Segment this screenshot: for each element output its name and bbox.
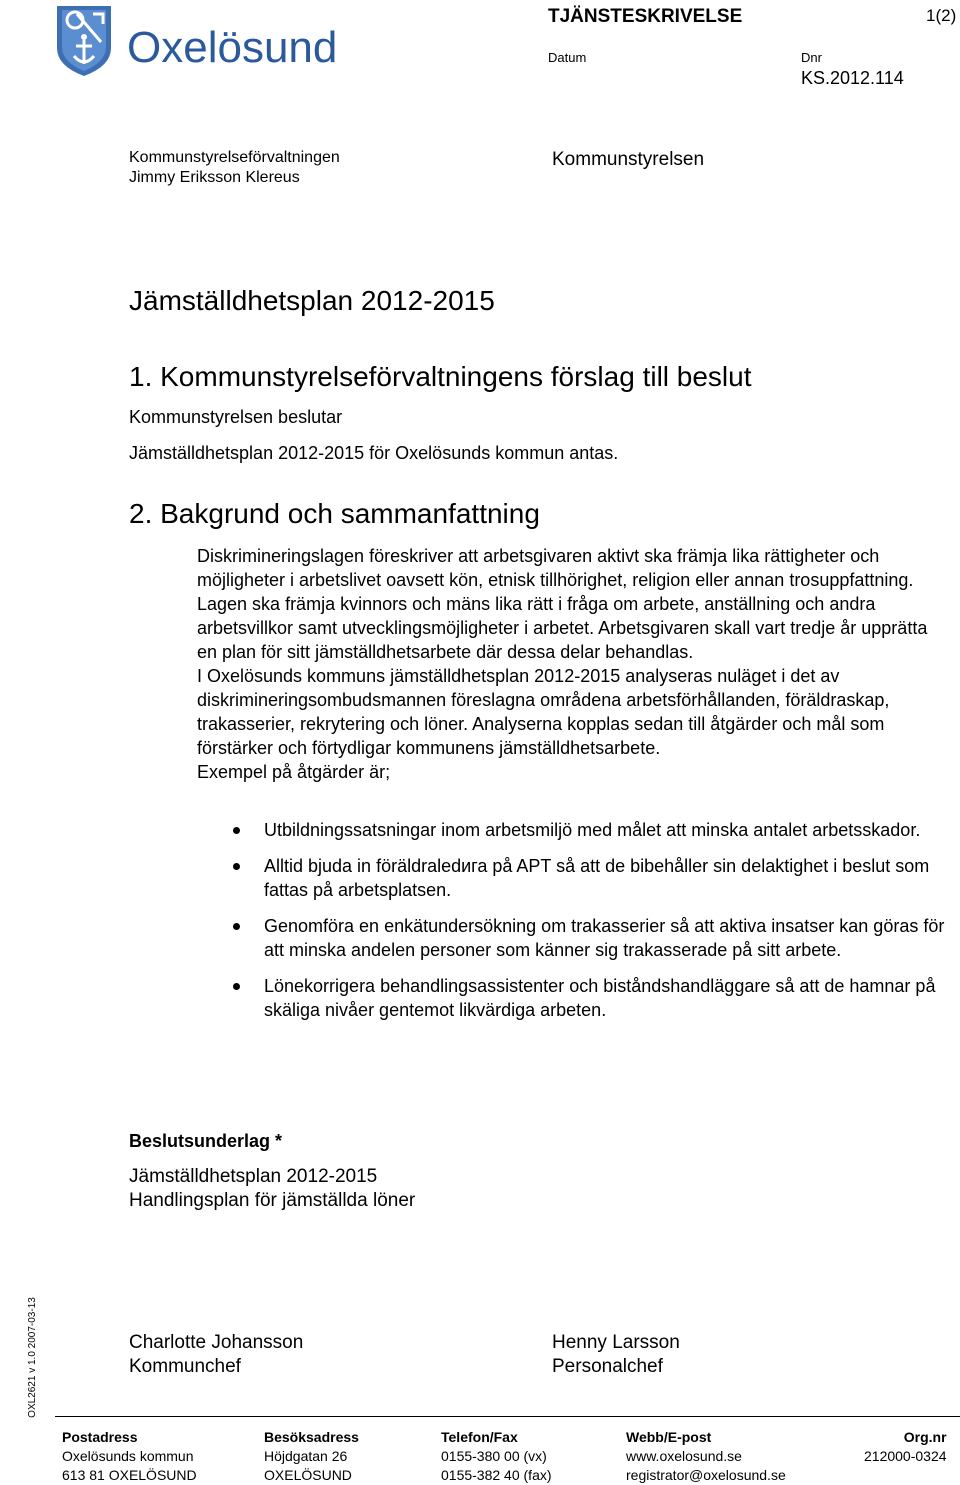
signature-name: Charlotte Johansson bbox=[129, 1332, 304, 1353]
bullet-icon bbox=[233, 923, 240, 930]
footer-webb: Webb/E-post www.oxelosund.se registrator@oxelosund.se bbox=[626, 1429, 786, 1483]
sender-org: Kommunstyrelseförvaltningen bbox=[129, 149, 340, 166]
signature-title: Kommunchef bbox=[129, 1356, 241, 1377]
sender bbox=[129, 148, 340, 188]
footer-besoksadress: Besöksadress Höjdgatan 26 OXELÖSUND bbox=[264, 1429, 359, 1483]
section1-line1: Kommunstyrelsen beslutar bbox=[129, 407, 343, 427]
dnr-label: Dnr bbox=[801, 50, 822, 65]
basis-item: Handlingsplan för jämställda löner bbox=[129, 1190, 416, 1211]
svg-text:Oxelösund: Oxelösund bbox=[127, 23, 338, 72]
section2-heading: 2. Bakgrund och sammanfattning bbox=[129, 498, 540, 529]
section2-body bbox=[197, 544, 947, 784]
section1-heading: 1. Kommunstyrelseförvaltningens förslag till beslut bbox=[129, 361, 752, 392]
examples-list bbox=[197, 818, 957, 1034]
date-label: Datum bbox=[548, 50, 587, 65]
section2-paragraph-2: I Oxelösunds kommuns jämställdhetsplan 2012-2015 analyseras nuläget i det av diskrimineringsombudsmannen föreslagna områdena arbetsförhållanden, föräldraskap, trakasserier, rekrytering och löner. Analyserna kopplas sedan till åtgärder och mål som förstärker och förtydligar kommunens jämställdhetsarbete. bbox=[197, 666, 890, 758]
sender-person: Jimmy Eriksson Klereus bbox=[129, 169, 300, 186]
list-item: Alltid bjuda in föräldraledига på APT så att de bibehåller sin delaktighet i beslut som fattas på arbetsplatsen. bbox=[197, 854, 957, 902]
website-link[interactable]: www.oxelosund.se bbox=[626, 1448, 742, 1464]
bullet-icon bbox=[233, 863, 240, 870]
list-item: Utbildningssatsningar inom arbetsmiljö med målet att minska antalet arbetsskador. bbox=[197, 818, 957, 842]
footer-telefon: Telefon/Fax 0155-380 00 (vx) 0155-382 40 (fax) bbox=[441, 1429, 552, 1483]
footer-divider bbox=[55, 1416, 960, 1417]
oxelosund-logo bbox=[55, 4, 385, 78]
list-item: Genomföra en enkätundersökning om trakasserier så att aktiva insatser kan göras för att minska andelen personer som känner sig trakasserade på sitt arbete. bbox=[197, 914, 957, 962]
page-number: 1(2) bbox=[926, 6, 957, 25]
coat-of-arms-icon bbox=[55, 4, 385, 78]
bullet-icon bbox=[233, 983, 240, 990]
basis-item: Jämställdhetsplan 2012-2015 bbox=[129, 1166, 378, 1187]
section1-line2: Jämställdhetsplan 2012-2015 för Oxelösunds kommun antas. bbox=[129, 443, 619, 463]
email-link[interactable]: registrator@oxelosund.se bbox=[626, 1467, 786, 1483]
document-title: Jämställdhetsplan 2012-2015 bbox=[129, 285, 495, 316]
signature-name: Henny Larsson bbox=[552, 1332, 680, 1353]
dnr-value: KS.2012.114 bbox=[801, 68, 904, 88]
footer-postadress: Postadress Oxelösunds kommun 613 81 OXELÖSUND bbox=[62, 1429, 197, 1483]
bullet-icon bbox=[233, 827, 240, 834]
section2-paragraph-1: Diskrimineringslagen föreskriver att arbetsgivaren aktivt ska främja lika rättigheter och möjligheter i arbetslivet oavsett kön, etnisk tillhörighet, religion eller annan trosuppfattning. Lagen ska främja kvinnors och mäns lika rätt i fråga om arbete, anställning och andra arbetsvillkor samt utvecklingsmöjligheter i arbetet. Arbetsgivaren skall vart tredje år upprätta en plan för sitt jämställdhetsarbete där dessa delar behandlas. bbox=[197, 546, 928, 662]
form-code: OXL2621 v 1.0 2007-03-13 bbox=[26, 1297, 38, 1418]
signature-title: Personalchef bbox=[552, 1356, 663, 1377]
recipient: Kommunstyrelsen bbox=[552, 149, 705, 170]
basis-heading: Beslutsunderlag * bbox=[129, 1131, 283, 1151]
footer-orgnr: Org.nr 212000-0324 bbox=[864, 1429, 947, 1464]
list-item: Lönekorrigera behandlingsassistenter och biståndshandläggare så att de hamnar på skäliga nivåer gentemot likvärdiga arbeten. bbox=[197, 974, 957, 1022]
section2-examples-intro: Exempel på åtgärder är; bbox=[197, 762, 391, 782]
document-type: TJÄNSTESKRIVELSE bbox=[548, 6, 743, 27]
